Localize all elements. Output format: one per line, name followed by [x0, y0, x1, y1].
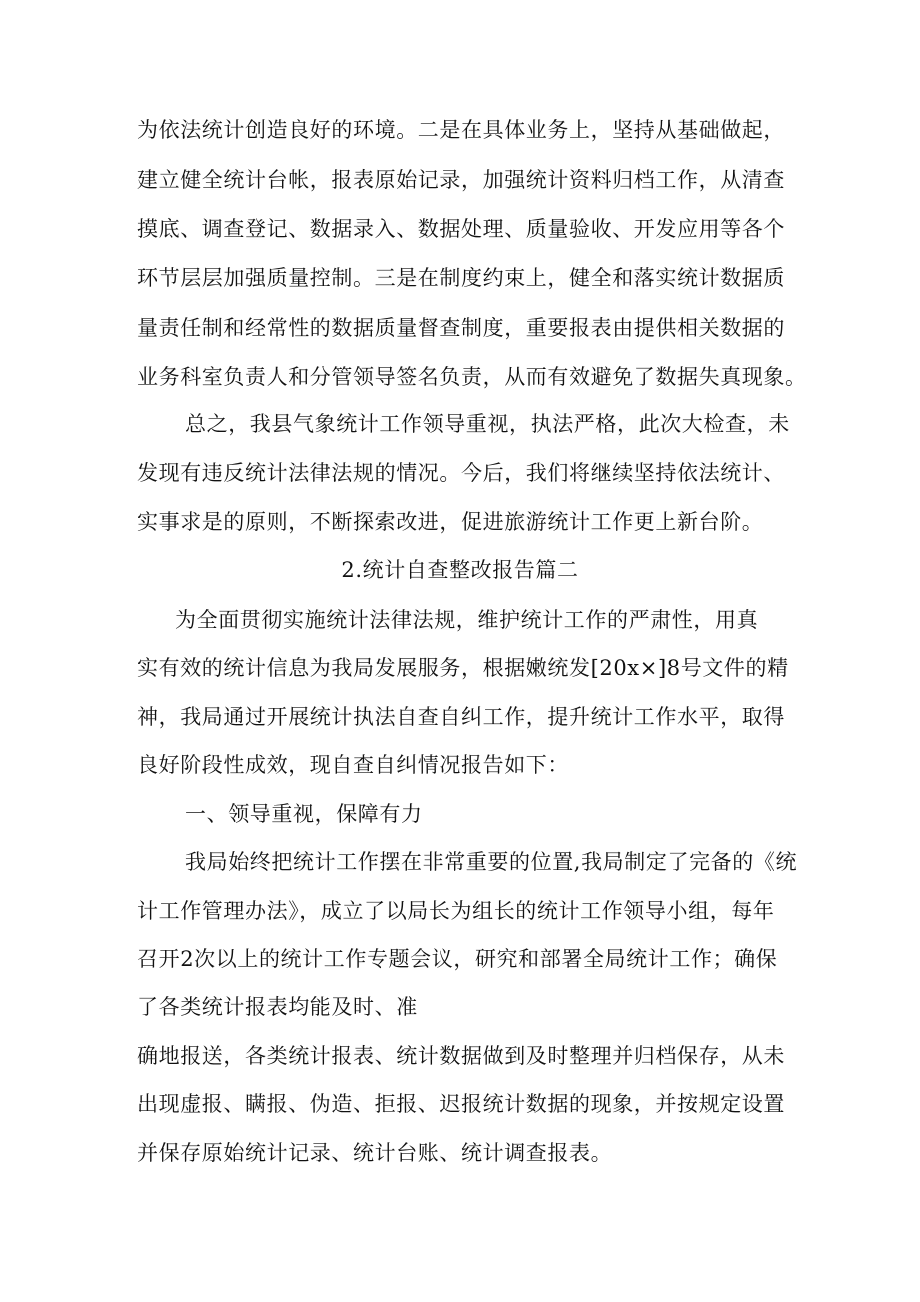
paragraph-line: 为全面贯彻实施统计法律法规，维护统计工作的严肃性，用真 [175, 608, 759, 632]
paragraph-line: 摸底、调查登记、数据录入、数据处理、质量验收、开发应用等各个 [137, 217, 785, 241]
paragraph-line: 出现虚报、瞒报、伪造、拒报、迟报统计数据的现象，并按规定设置 [137, 1092, 785, 1116]
subsection-heading: 一、领导重视，保障有力 [185, 802, 423, 826]
paragraph-line: 并保存原始统计记录、统计台账、统计调查报表。 [137, 1141, 613, 1165]
paragraph-line: 建立健全统计台帐，报表原始记录，加强统计资料归档工作，从清查 [137, 168, 785, 192]
paragraph-line: 环节层层加强质量控制。三是在制度约束上，健全和落实统计数据质 [137, 266, 785, 290]
paragraph-line: 实事求是的原则，不断探索改进，促进旅游统计工作更上新台阶。 [137, 510, 764, 534]
paragraph-line: 实有效的统计信息为我局发展服务，根据嫩统发[20x×]8号文件的精 [137, 656, 789, 680]
paragraph-line: 了各类统计报表均能及时、准 [137, 995, 418, 1019]
paragraph-line: 发现有违反统计法律法规的情况。今后，我们将继续坚持依法统计、 [137, 461, 785, 485]
paragraph-line: 我局始终把统计工作摆在非常重要的位置,我局制定了完备的《统 [185, 850, 798, 874]
paragraph-line: 神，我局通过开展统计执法自查自纠工作，提升统计工作水平，取得 [137, 705, 785, 729]
paragraph-line: 计工作管理办法》，成立了以局长为组长的统计工作领导小组，每年 [137, 899, 775, 923]
paragraph-line: 总之，我县气象统计工作领导重视，执法严格，此次大检查，未 [185, 412, 790, 436]
paragraph-line: 良好阶段性成效，现自查自纠情况报告如下： [137, 753, 569, 777]
paragraph-line: 为依法统计创造良好的环境。二是在具体业务上，坚持从基础做起， [137, 118, 785, 142]
paragraph-line: 召开2次以上的统计工作专题会议，研究和部署全局统计工作；确保 [137, 947, 778, 971]
section-heading: 2.统计自查整改报告篇二 [341, 558, 579, 582]
paragraph-line: 量责任制和经常性的数据质量督查制度，重要报表由提供相关数据的 [137, 316, 785, 340]
paragraph-line: 确地报送，各类统计报表、统计数据做到及时整理并归档保存，从未 [137, 1044, 785, 1068]
paragraph-line: 业务科室负责人和分管领导签名负责，从而有效避免了数据失真现象。 [137, 365, 807, 389]
